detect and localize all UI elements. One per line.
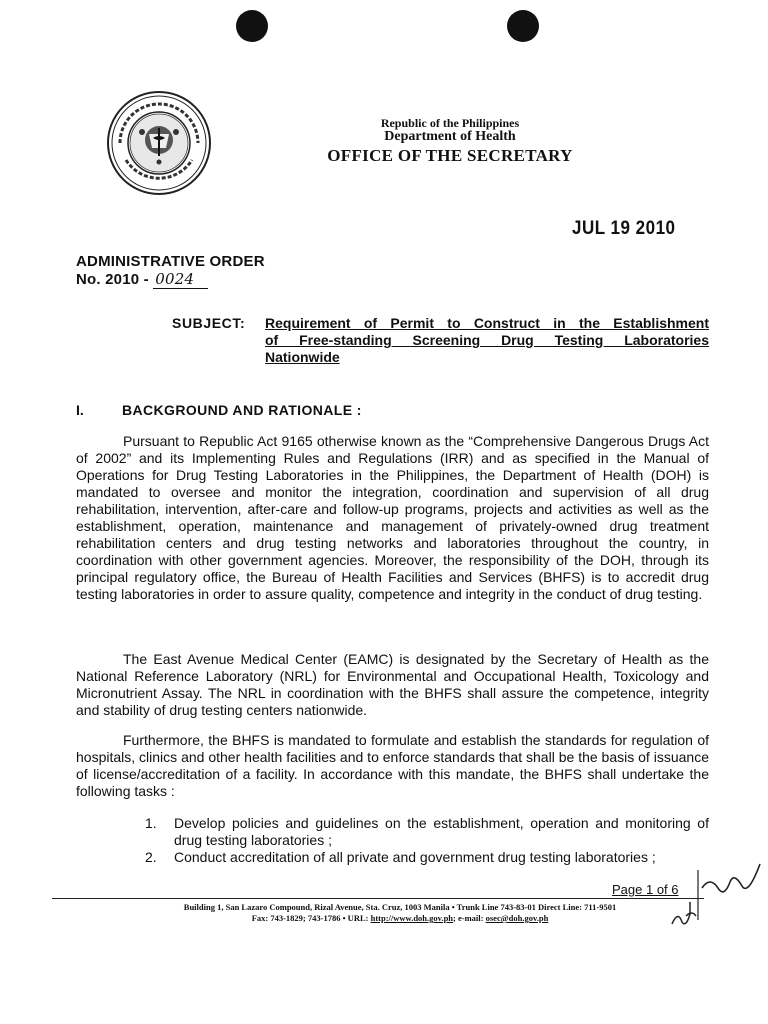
list-item bbox=[145, 849, 709, 866]
subject-line: Nationwide bbox=[265, 349, 340, 365]
order-number-handwritten: 0024 bbox=[153, 270, 208, 289]
paragraph-text: Furthermore, the BHFS is mandated to formulate and establish the standards for regulation of hospitals, clinics and other health facilities and to enforce standards that shall be the basis of issuance of license/accreditation of a facility. In accordance with this mandate, the BHFS shall undertake the following tasks : bbox=[76, 732, 709, 799]
header-department: Department of Health bbox=[384, 129, 516, 144]
footer-divider bbox=[52, 898, 704, 899]
subject-label: SUBJECT: bbox=[172, 315, 246, 331]
subject-line: Requirement of Permit to Construct in the Establishment bbox=[265, 315, 709, 331]
paragraph-3 bbox=[76, 732, 709, 800]
list-item bbox=[145, 815, 709, 849]
section-title: BACKGROUND AND RATIONALE : bbox=[122, 402, 362, 418]
date-stamp: JUL 19 2010 bbox=[572, 216, 676, 239]
subject-line: of Free-standing Screening Drug Testing Laboratories bbox=[265, 332, 709, 348]
subject-text bbox=[265, 315, 709, 366]
paragraph-text: Pursuant to Republic Act 9165 otherwise known as the “Comprehensive Dangerous Drugs Act of 2002” and its Implementing Rules and Regulations (IRR) and as specified in the Manual of Operations for Drug Testing Laboratories in the Philippines, the Department of Health (DOH) is mandated to oversee and monitor the integration, coordination and supervision of all drug rehabilitation, intervention, after-care and follow-up programs, projects and activities as well as the establishment, operation, maintenance and management of privately-owned drug treatment rehabilitation centers and drug testing networks and laboratories throughout the country, in coordination with other government agencies. Moreover, the responsibility of the DOH, through its principal regulatory office, the Bureau of Health Facilities and Services (BHFS) is to accredit drug testing laboratories in order to assure quality, competence and integrity in the conduct of drug testing. bbox=[76, 433, 709, 602]
paragraph-2 bbox=[76, 651, 709, 719]
list-item-number: 2. bbox=[145, 849, 157, 865]
punch-hole-right bbox=[507, 10, 539, 42]
punch-hole-left bbox=[236, 10, 268, 42]
list-item-number: 1. bbox=[145, 815, 157, 831]
paragraph-text: The East Avenue Medical Center (EAMC) is designated by the Secretary of Health as the National Reference Laboratory (NRL) for Environmental and Occupational Health, Toxicology and Micronutrient Assay. The NRL in coordination with the BHFS shall assure the competence, integrity and stability of drug testing centers nationwide. bbox=[76, 651, 709, 718]
order-number bbox=[76, 270, 208, 289]
footer-url[interactable]: http://www.doh.gov.ph bbox=[370, 913, 454, 923]
footer-email-label: ; e-mail: bbox=[453, 913, 486, 923]
list-item-text: Conduct accreditation of all private and government drug testing laboratories ; bbox=[174, 849, 656, 865]
header-office: OFFICE OF THE SECRETARY bbox=[327, 146, 573, 165]
handwritten-initials bbox=[668, 858, 764, 934]
paragraph-1 bbox=[76, 433, 709, 603]
section-number: I. bbox=[76, 402, 84, 418]
footer-fax: Fax: 743-1829; 743-1786 • URL: bbox=[251, 913, 371, 923]
page-number-text: Page 1 of 6 bbox=[612, 882, 679, 897]
order-number-prefix: No. 2010 - bbox=[76, 271, 154, 288]
list-item-text: Develop policies and guidelines on the establishment, operation and monitoring of drug testing laboratories ; bbox=[174, 815, 709, 848]
header-republic: Republic of the Philippines bbox=[380, 116, 520, 130]
task-list bbox=[145, 815, 709, 866]
footer-address: Building 1, San Lazaro Compound, Rizal Avenue, Sta. Cruz, 1003 Manila • Trunk Line 743-83-01 Direct Line: 711-9501 bbox=[183, 902, 617, 912]
order-label: ADMINISTRATIVE ORDER bbox=[76, 253, 265, 270]
doh-seal bbox=[106, 90, 212, 196]
footer-email[interactable]: osec@doh.gov.ph bbox=[485, 913, 549, 923]
footer-contact bbox=[90, 913, 710, 924]
